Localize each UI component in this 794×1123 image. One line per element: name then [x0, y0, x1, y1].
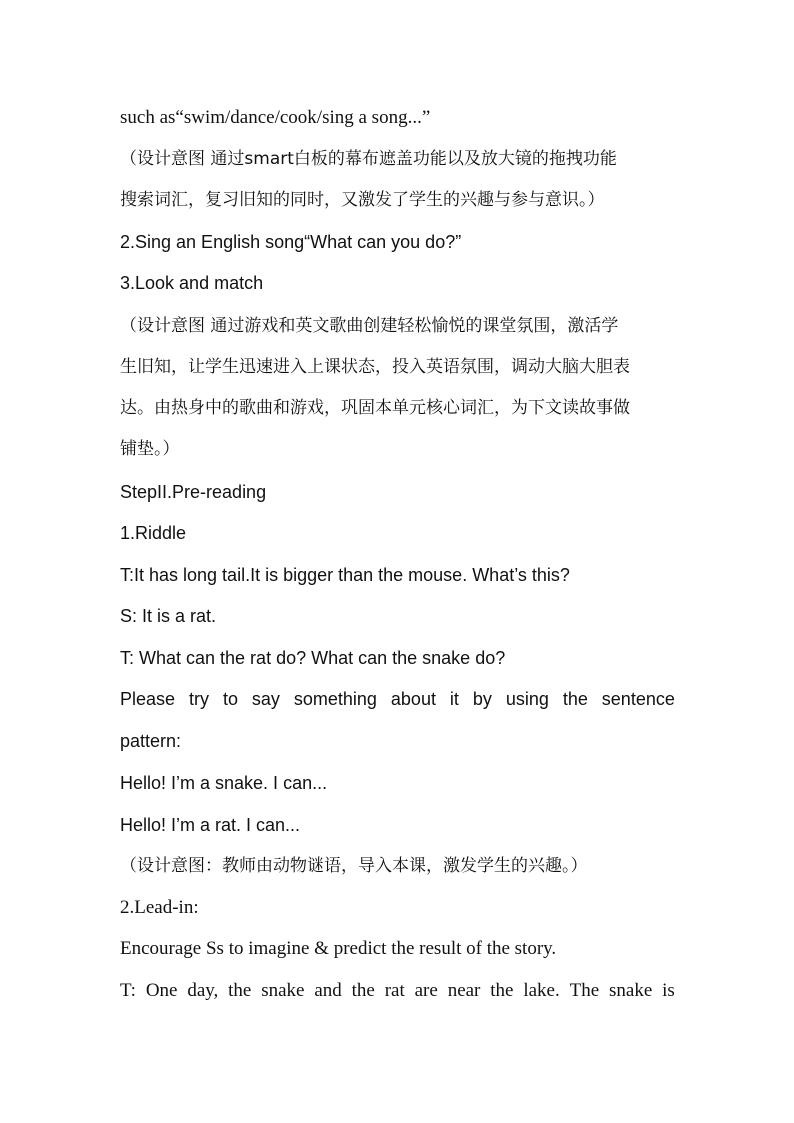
design-intent-line: 生旧知，让学生迅速进入上课状态，投入英语氛围，调动大脑大胆表 — [120, 357, 630, 377]
word: and — [314, 980, 342, 1001]
section-heading: 2.Lead-in: — [120, 897, 199, 918]
text-line: S: It is a rat. — [120, 606, 217, 626]
word: about — [390, 689, 436, 709]
word: by — [472, 689, 492, 709]
word: snake — [609, 980, 653, 1001]
word: rat — [384, 980, 405, 1001]
design-intent-line: 达。由热身中的歌曲和游戏，巩固本单元核心词汇，为下文读故事做 — [120, 398, 630, 418]
word: T: — [120, 980, 136, 1001]
design-intent-line: 搜索词汇，复习旧知的同时，又激发了学生的兴趣与参与意识。） — [120, 190, 605, 210]
text-line: T:It has long tail.It is bigger than the mouse. What’s this? — [120, 565, 570, 585]
word: day, — [187, 980, 219, 1001]
section-heading: 1.Riddle — [120, 523, 187, 543]
word: say — [251, 689, 280, 709]
word: One — [145, 980, 178, 1001]
text-line: Hello! I’m a rat. I can... — [120, 815, 301, 835]
word: to — [222, 689, 238, 709]
design-intent-line: （设计意图 通过smart白板的幕布遮盖功能以及放大镜的拖拽功能 — [120, 149, 617, 169]
word: Please — [120, 689, 176, 709]
text-line: such as“swim/dance/cook/sing a song...” — [120, 107, 431, 128]
text-line: Hello! I’m a snake. I can... — [120, 773, 328, 793]
word: try — [189, 689, 209, 709]
word: the — [228, 980, 252, 1001]
word: snake — [261, 980, 305, 1001]
word: something — [293, 689, 377, 709]
text-line: Encourage Ss to imagine & predict the result of the story. — [120, 938, 557, 959]
justified-text-line — [120, 688, 675, 710]
design-intent-line: （设计意图 通过游戏和英文歌曲创建轻松愉悦的课堂氛围，激活学 — [120, 316, 619, 336]
justified-text-line — [120, 980, 675, 1002]
word: are — [414, 980, 438, 1001]
word: the — [351, 980, 375, 1001]
word: is — [662, 980, 675, 1001]
text-line: pattern: — [120, 731, 182, 751]
word: near — [447, 980, 481, 1001]
word: sentence — [601, 689, 675, 709]
word: The — [569, 980, 600, 1001]
word: the — [562, 689, 588, 709]
text-line: T: What can the rat do? What can the snake do? — [120, 648, 506, 668]
word: the — [490, 980, 514, 1001]
design-intent-line: 铺垫。） — [120, 439, 180, 459]
design-intent-line: （设计意图：教师由动物谜语，导入本课，激发学生的兴趣。） — [120, 856, 588, 876]
section-heading: 2.Sing an English song“What can you do?” — [120, 232, 462, 252]
word: using — [505, 689, 549, 709]
section-heading: StepII.Pre-reading — [120, 482, 267, 502]
section-heading: 3.Look and match — [120, 273, 264, 293]
word: lake. — [523, 980, 560, 1001]
word: it — [449, 689, 459, 709]
